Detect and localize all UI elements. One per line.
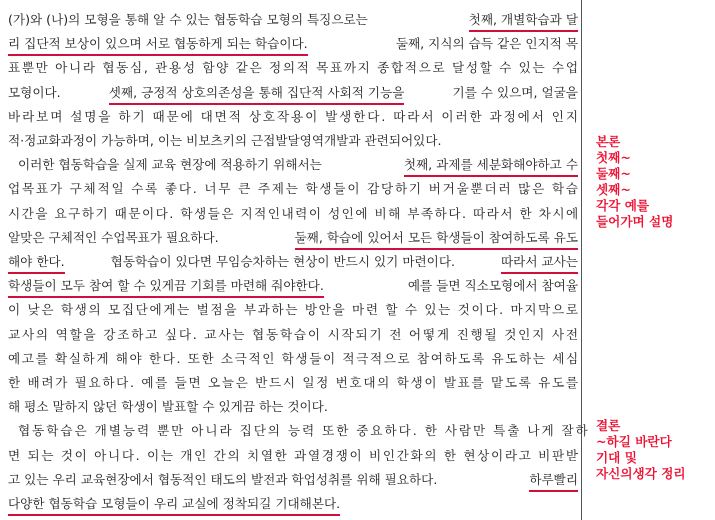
text-line	[8, 371, 578, 395]
text-line	[8, 468, 578, 492]
text-line	[8, 226, 578, 250]
text-line	[8, 105, 578, 129]
note-line: 들어가며 설명	[596, 214, 674, 229]
text-segment: 표뿐만 아니라 협동심, 관용성 함양 같은 정의적 목표까지 종합적으로 달성할 수 있는 수업	[8, 60, 580, 76]
note-line: 둘째~	[596, 166, 631, 181]
text-segment: 시간을 요구하기 때문이다. 학생들은 지적인내력이 성인에 비해 부족하다. 따라서 한 차시에	[8, 205, 580, 221]
note-line: 기대 및	[596, 450, 637, 465]
text-segment: 모형이다.	[8, 84, 65, 100]
text-segment: 바라보며 설명을 하기 때문에 대면적 상호작용이 발생한다. 따라서 이러한 과정에서 인지	[8, 108, 580, 124]
note-line: 본론	[596, 134, 621, 149]
note-line: 결론	[596, 418, 621, 433]
text-segment: 기를 수 있으며, 얼굴을	[448, 84, 578, 100]
text-segment: 업목표가 구체적일 수록 좋다. 너무 큰 주제는 학생들이 감당하기 버거울뿐더러 많은 학습	[8, 181, 580, 197]
conclusion-section-note	[596, 418, 686, 482]
text-line	[8, 274, 578, 298]
underlined-phrase: 둘째, 학습에 있어서 모든 학생들이 참여하도록 유도	[295, 226, 579, 250]
text-segment: (가)와 (나)의 모형을 통해 알 수 있는 협동학습 모형의 특징으로는	[8, 12, 372, 27]
underlined-phrase: 학생들이 모두 참여 할 수 있게끔 기회를 마련해 줘야한다.	[8, 274, 324, 298]
text-segment: 협동학습이 있다면 무임승차하는 현상이 반드시 있기 마련이다.	[106, 254, 459, 269]
note-line: 첫째~	[596, 150, 631, 165]
text-segment: 적·정교화과정이 가능하며, 이는 비보츠키의 근접발달영역개발과 관련되어있다.	[8, 133, 442, 148]
note-line: ~하길 바란다	[596, 434, 672, 449]
text-line	[8, 395, 578, 419]
text-line	[8, 444, 578, 468]
text-segment: 해 평소 말하지 않던 학생이 발표할 수 있게끔 하는 것이다.	[8, 399, 328, 415]
text-line	[8, 56, 578, 80]
text-line	[8, 153, 578, 177]
note-line: 자신의생각 정리	[596, 466, 686, 481]
text-segment: 알맞은 구체적인 수업목표가 필요하다.	[8, 229, 223, 245]
text-line	[8, 177, 578, 201]
text-line	[8, 323, 578, 347]
text-segment: 교사의 역할을 강조하고 싶다. 교사는 협동학습이 시작되기 전 어떻게 진행될 것인지 사전	[8, 326, 580, 342]
text-line	[8, 202, 578, 226]
text-segment: 이 낮은 학생의 모집단에게는 벌점을 부과하는 방안을 마련 할 수 있는 것이다. 마지막으로	[8, 302, 580, 318]
underlined-phrase: 다양한 협동학습 모형들이 우리 교실에 정착되길 기대해본다.	[8, 492, 340, 516]
text-line	[8, 32, 578, 56]
text-segment: 한 배려가 필요하다. 예를 들면 오늘은 반드시 일정 번호대의 학생이 발표를 맡도록 유도를	[8, 375, 580, 390]
text-segment: 고 있는 우리 교육현장에서 협동적인 태도의 발전과 학업성취를 위해 필요하다.	[8, 471, 442, 487]
text-line	[8, 8, 578, 32]
underlined-phrase: 리 집단적 보상이 있으며 서로 협동하게 되는 학습이다.	[8, 32, 308, 56]
text-segment: 둘째, 지식의 습득 같은 인지적 목	[391, 36, 578, 52]
underlined-phrase: 해야 한다.	[8, 250, 65, 274]
text-segment: 예를 들면 직소모형에서 참여율	[403, 278, 578, 294]
text-segment: 협동학습은 개별능력 뿐만 아니라 집단의 능력 또한 중요하다. 한 사람만 특출 나게 잘하	[18, 423, 590, 439]
text-line	[8, 250, 578, 274]
body-section-note	[596, 134, 673, 230]
text-segment: 이러한 협동학습을 실제 교육 현장에 적용하기 위해서는	[18, 157, 326, 173]
text-line	[8, 492, 578, 516]
note-line: 셋째~	[596, 182, 631, 197]
text-line	[8, 298, 578, 322]
text-segment: 예고를 확실하게 해야 한다. 또한 소극적인 학생들이 적극적으로 참여하도록 유도하는 세심	[8, 350, 580, 366]
underlined-phrase: 첫째, 과제를 세분화해야하고 수	[404, 153, 578, 177]
underlined-phrase: 하루빨리	[529, 468, 578, 492]
underlined-phrase: 첫째, 개별학습과 달	[469, 8, 578, 32]
note-line: 각각 예를	[596, 198, 650, 213]
text-line	[8, 129, 578, 153]
text-line	[8, 81, 578, 105]
text-segment: 면 되는 것이 아니다. 이는 개인 간의 치열한 과열경쟁이 비인간화의 한 현상이라고 비판받	[8, 447, 580, 463]
underlined-phrase: 따라서 교사는	[501, 250, 578, 274]
margin-notes	[582, 0, 715, 520]
text-line	[8, 419, 590, 443]
underlined-phrase: 셋째, 긍정적 상호의존성을 통해 집단적 사회적 기능을	[109, 81, 405, 105]
text-line	[8, 347, 578, 371]
